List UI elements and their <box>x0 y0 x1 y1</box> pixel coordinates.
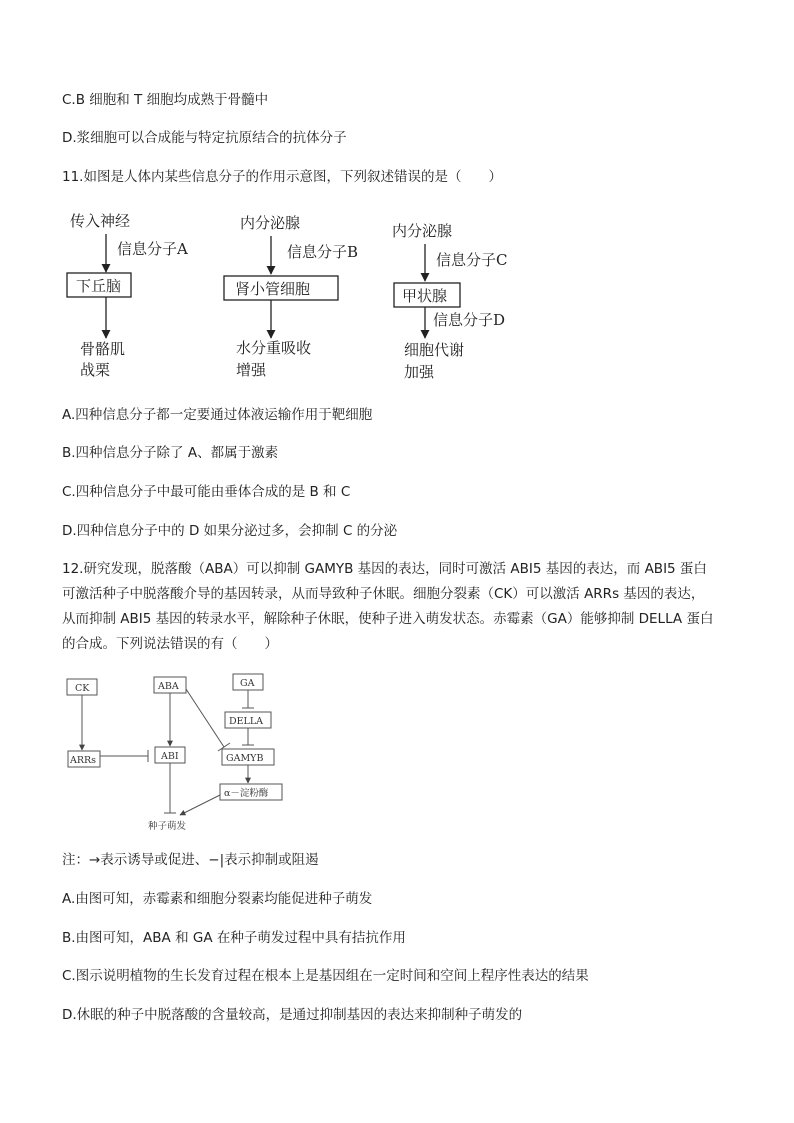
chain1-source: 传入神经 <box>70 212 131 230</box>
q12-stem-line1: 12.研究发现，脱落酸（ABA）可以抑制 GAMYB 基因的表达，同时可激活 ABI5 基因的表达，而 ABI5 蛋白 <box>62 561 707 577</box>
chain3-effect-line2: 加强 <box>404 363 435 381</box>
della-label: DELLA <box>229 716 264 727</box>
arrs-label: ARRs <box>70 755 97 766</box>
chain2-target: 肾小管细胞 <box>235 280 311 298</box>
q11-option-c: C.四种信息分子中最可能由垂体合成的是 B 和 C <box>62 484 351 500</box>
chain1-signal: 信息分子A <box>117 240 188 258</box>
q11-stem: 11.如图是人体内某些信息分子的作用示意图，下列叙述错误的是（ ） <box>62 169 502 185</box>
ck-label: CK <box>75 683 90 694</box>
chain3-signal: 信息分子C <box>436 251 508 269</box>
q11-diagram <box>0 200 794 390</box>
q11-option-a: A.四种信息分子都一定要通过体液运输作用于靶细胞 <box>62 407 373 423</box>
chain1-target: 下丘脑 <box>76 277 122 295</box>
q10-option-c: C.B 细胞和 T 细胞均成熟于骨髓中 <box>62 92 269 108</box>
q12-option-b: B.由图可知，ABA 和 GA 在种子萌发过程中具有拮抗作用 <box>62 930 406 946</box>
chain2-signal: 信息分子B <box>287 243 359 261</box>
chain1-effect-line1: 骨骼肌 <box>80 340 126 358</box>
chain3-signal2: 信息分子D <box>433 311 506 329</box>
chain2-effect-line1: 水分重吸收 <box>236 339 312 357</box>
ga-label: GA <box>240 678 255 689</box>
germination-label: 种子萌发 <box>148 821 187 832</box>
q12-diagram <box>0 665 794 840</box>
q12-option-d: D.休眠的种子中脱落酸的含量较高，是通过抑制基因的表达来抑制种子萌发的 <box>62 1007 523 1023</box>
chain2-effect-line2: 增强 <box>236 361 267 379</box>
chain1-effect-line2: 战栗 <box>80 361 111 379</box>
abi-label: ABI <box>161 751 179 762</box>
q12-note: 注：→表示诱导或促进、−|表示抑制或阻遏 <box>62 852 319 868</box>
gamyb-label: GAMYB <box>226 753 264 764</box>
q12-stem-line3: 从而抑制 ABI5 基因的转录水平，解除种子休眠，使种子进入萌发状态。赤霉素（GA）能够抑制 DELLA 蛋白 <box>62 611 714 627</box>
q11-option-d: D.四种信息分子中的 D 如果分泌过多，会抑制 C 的分泌 <box>62 523 398 539</box>
q10-option-d: D.浆细胞可以合成能与特定抗原结合的抗体分子 <box>62 130 347 146</box>
chain3-effect-line1: 细胞代谢 <box>404 341 465 359</box>
aba-inhibit-gamyb <box>186 689 224 747</box>
aba-label: ABA <box>158 681 179 692</box>
amylase-to-germination-arrow <box>180 795 220 815</box>
amylase-label: α－淀粉酶 <box>224 788 269 799</box>
chain3-target: 甲状腺 <box>402 287 448 305</box>
q12-option-a: A.由图可知，赤霉素和细胞分裂素均能促进种子萌发 <box>62 891 373 907</box>
q12-stem-line2: 可激活种子中脱落酸介导的基因转录，从而导致种子休眠。细胞分裂素（CK）可以激活 ARRs 基因的表达， <box>62 586 705 602</box>
q12-stem-line4: 的合成。下列说法错误的有（ ） <box>62 636 278 652</box>
q11-option-b: B.四种信息分子除了 A、都属于激素 <box>62 445 279 461</box>
q12-option-c: C.图示说明植物的生长发育过程在根本上是基因组在一定时间和空间上程序性表达的结果 <box>62 968 589 984</box>
chain3-source: 内分泌腺 <box>392 222 453 240</box>
chain2-source: 内分泌腺 <box>240 214 301 232</box>
